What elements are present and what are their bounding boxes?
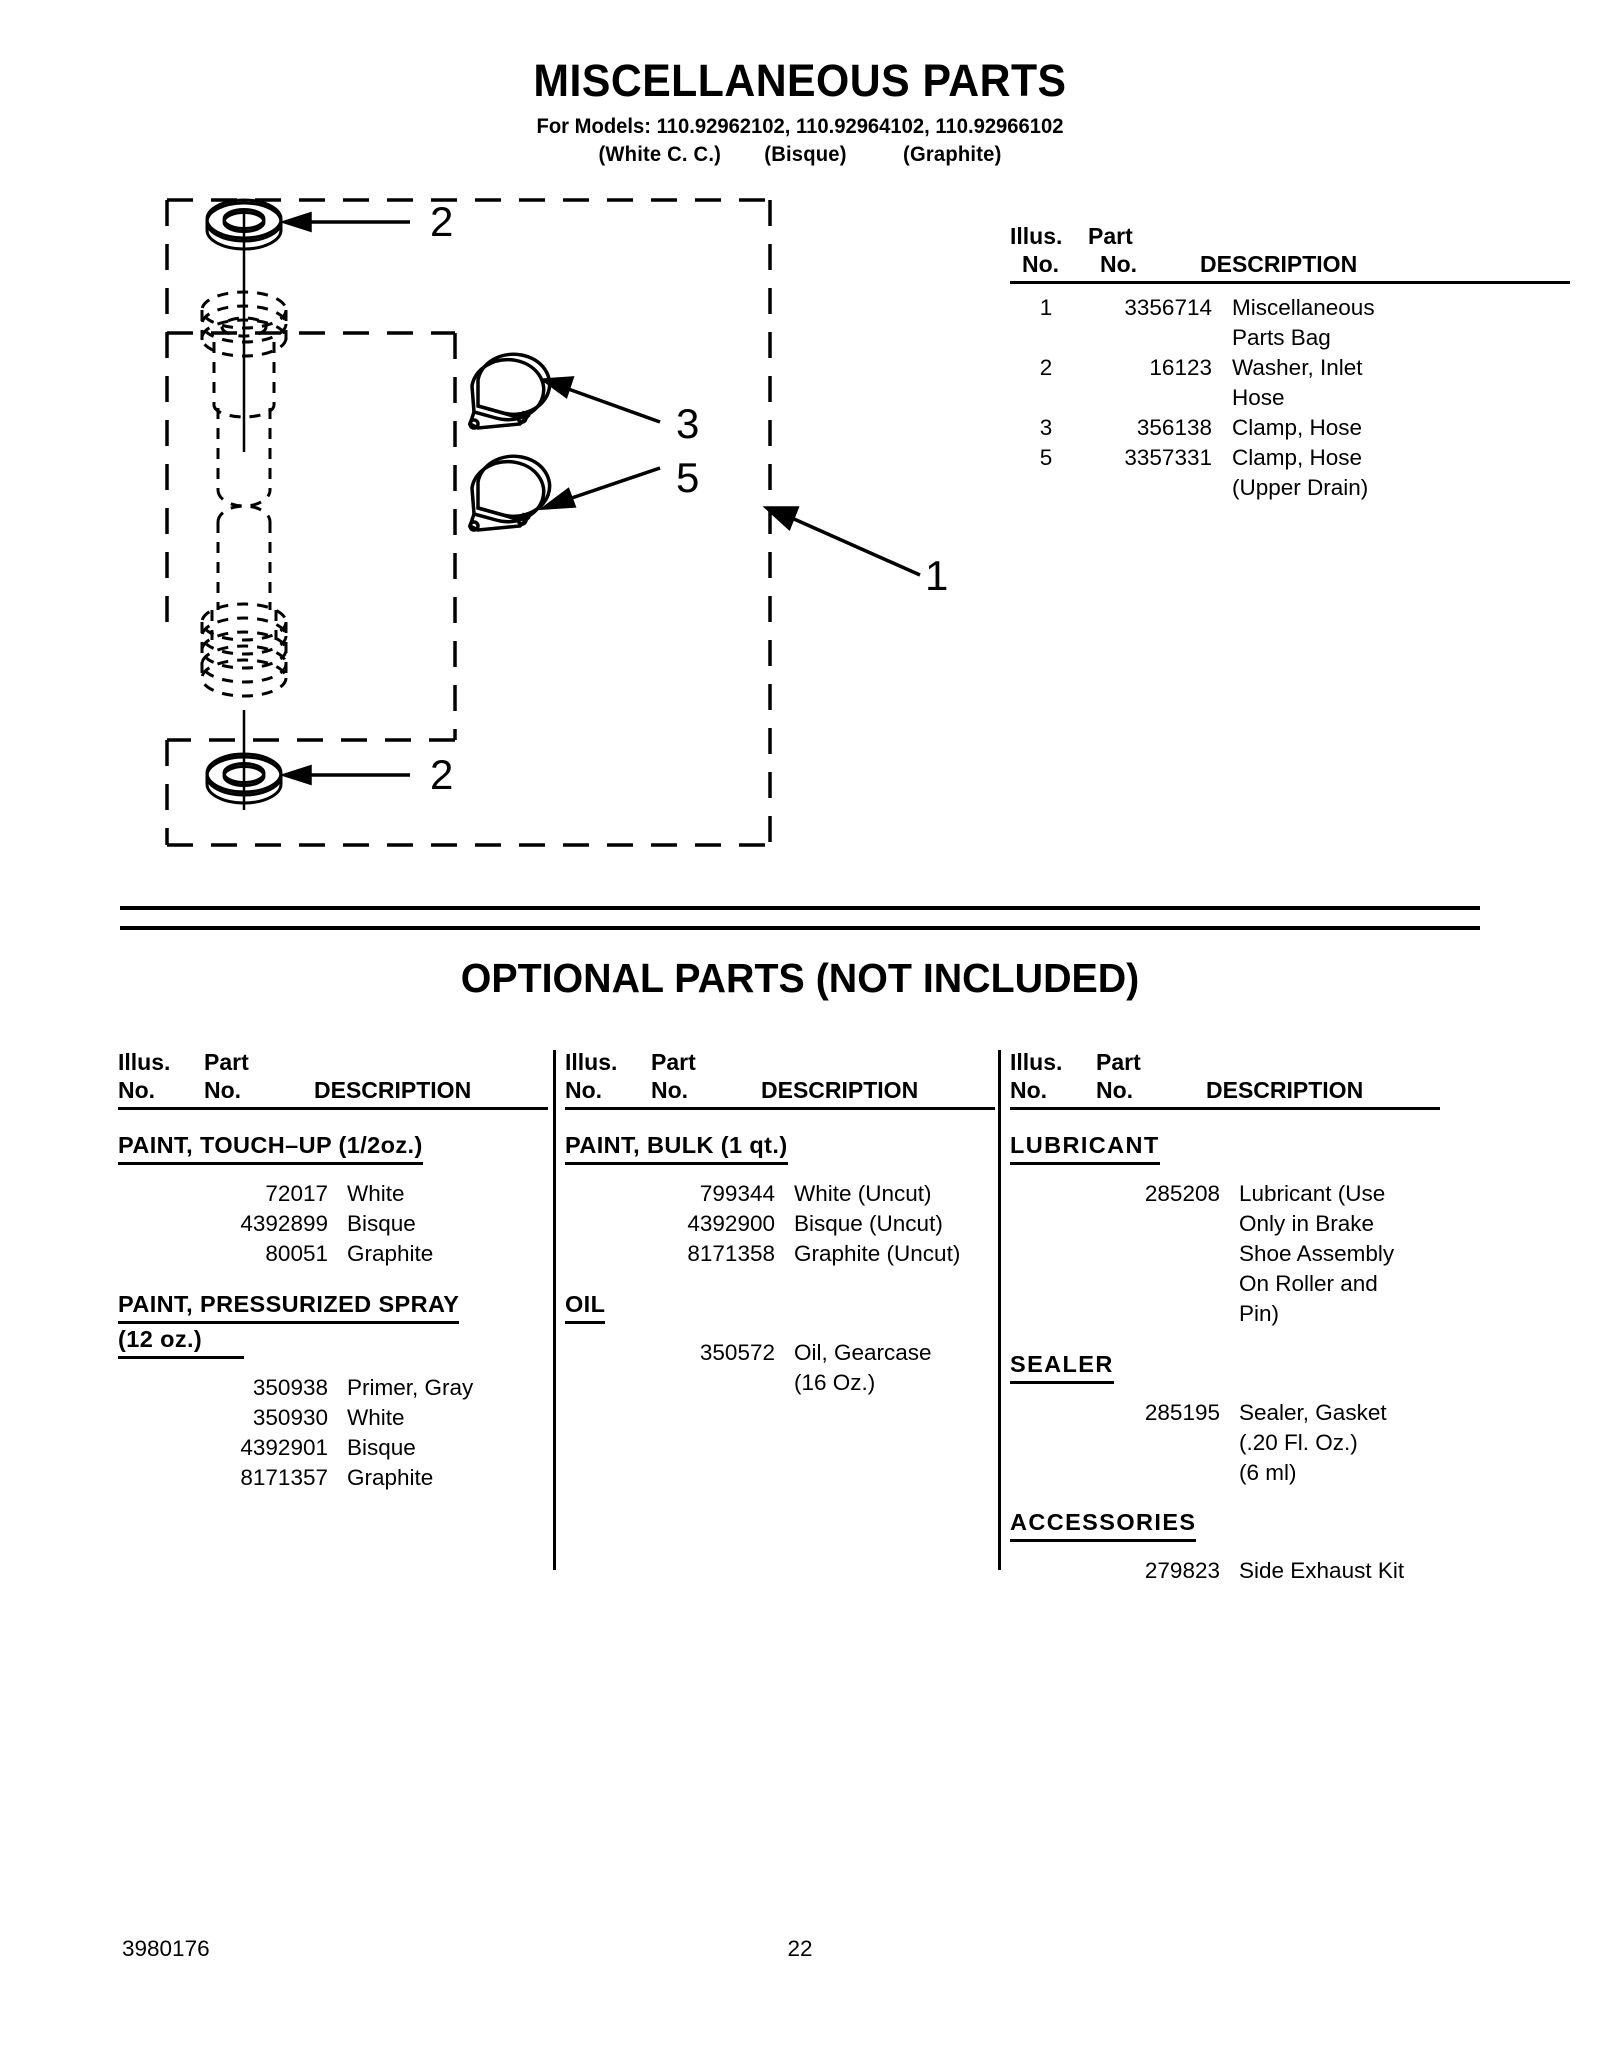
cell-part-number: 279823 — [1144, 1558, 1220, 1584]
cell-part-number: 350572 — [699, 1339, 775, 1365]
list-item — [118, 1209, 548, 1239]
cell-illus — [118, 1209, 194, 1239]
list-item — [1010, 1556, 1440, 1586]
color-white-label: (White C. C.) — [598, 141, 722, 166]
table-row-continuation — [1010, 383, 1570, 413]
cell-description-cont: (6 ml) — [1239, 1459, 1297, 1485]
callout-2-bottom: 2 — [430, 751, 454, 798]
cell-description: Graphite (Uncut) — [794, 1240, 961, 1266]
cell-part-number: 799344 — [699, 1181, 775, 1207]
optional-parts-title: OPTIONAL PARTS (NOT INCLUDED) — [460, 955, 1140, 1001]
cell-part-number: 8171358 — [687, 1240, 775, 1266]
cell-description-cont: On Roller and — [1239, 1270, 1378, 1296]
optional-parts-columns — [0, 1048, 1600, 1668]
cell-description-cont: Parts Bag — [1232, 325, 1331, 351]
header-illus-line2: No. — [1010, 1077, 1048, 1104]
cell-description: White (Uncut) — [794, 1181, 932, 1207]
cell-description: Clamp, Hose — [1232, 414, 1363, 440]
cell-description: White — [347, 1181, 405, 1207]
list-item — [565, 1338, 995, 1368]
table-row-continuation — [1010, 323, 1570, 353]
callout-1-group — [745, 490, 1045, 650]
callout-3: 3 — [676, 400, 700, 447]
cell-description-cont: (Upper Drain) — [1232, 474, 1369, 500]
hose-clamp-5-illustration — [470, 456, 550, 530]
page-header — [0, 55, 1600, 168]
leader-line-3 — [560, 386, 660, 422]
list-item — [565, 1179, 995, 1209]
header-illus-line2: No. — [118, 1077, 156, 1104]
group-oil — [565, 1291, 995, 1398]
optional-column-3 — [1010, 1048, 1440, 1586]
group-title: OIL — [565, 1291, 605, 1324]
group-rows — [565, 1338, 995, 1398]
cell-illus: 5 — [1039, 444, 1053, 470]
table-row — [1010, 443, 1570, 473]
color-bisque-label: (Bisque) — [764, 141, 847, 166]
header-description: DESCRIPTION — [1200, 251, 1358, 278]
list-item-continuation — [1010, 1458, 1440, 1488]
group-rows — [1010, 1398, 1440, 1488]
cell-illus — [118, 1179, 194, 1209]
header-part-line2: No. — [651, 1077, 689, 1104]
header-description: DESCRIPTION — [314, 1077, 472, 1104]
cell-illus: 2 — [1039, 354, 1053, 380]
group-rows — [565, 1179, 995, 1269]
cell-part-number: 4392900 — [687, 1211, 775, 1237]
models-line: For Models: 110.92962102, 110.92964102, 110.92966102 — [536, 114, 1064, 138]
page-title: MISCELLANEOUS PARTS — [533, 55, 1067, 106]
cell-part-number: 285208 — [1144, 1181, 1220, 1207]
color-variants-line — [48, 141, 1552, 169]
callout-5: 5 — [676, 454, 700, 501]
group-title-sub: (12 oz.) — [118, 1326, 244, 1359]
group-sealer — [1010, 1351, 1440, 1488]
cell-description: Primer, Gray — [347, 1374, 474, 1400]
cell-illus — [565, 1209, 641, 1239]
callout-2-top: 2 — [430, 198, 454, 245]
cell-description: Sealer, Gasket — [1239, 1399, 1387, 1425]
group-lubricant — [1010, 1132, 1440, 1329]
header-part-line1: Part — [204, 1049, 249, 1075]
header-part-line1: Part — [1096, 1049, 1141, 1075]
cell-description: Graphite — [347, 1240, 434, 1266]
group-title: SEALER — [1010, 1351, 1114, 1384]
group-paint-touch-up — [118, 1132, 548, 1269]
cell-illus — [565, 1179, 641, 1209]
column-separator-2 — [998, 1050, 1001, 1570]
cell-description-cont: Only in Brake — [1239, 1211, 1375, 1237]
header-illus-line1: Illus. — [1010, 223, 1063, 249]
cell-description: Bisque (Uncut) — [794, 1211, 943, 1237]
table-row — [1010, 413, 1570, 443]
cell-part-number: 8171357 — [240, 1464, 328, 1490]
cell-description: Oil, Gearcase — [794, 1339, 932, 1365]
table-row-continuation — [1010, 473, 1570, 503]
cell-description: Clamp, Hose — [1232, 444, 1363, 470]
list-item — [118, 1433, 548, 1463]
cell-description: Graphite — [347, 1464, 434, 1490]
cell-part-number: 3357331 — [1124, 444, 1212, 470]
list-item — [565, 1239, 995, 1269]
cell-illus: 1 — [1039, 295, 1053, 321]
list-item — [118, 1373, 548, 1403]
cell-illus — [565, 1338, 641, 1368]
list-item-continuation — [1010, 1428, 1440, 1458]
header-illus-line1: Illus. — [118, 1049, 171, 1075]
list-item-continuation — [1010, 1239, 1440, 1269]
cell-illus — [118, 1373, 194, 1403]
header-illus-line1: Illus. — [1010, 1049, 1063, 1075]
column-3-header-rule — [1010, 1107, 1440, 1110]
header-illus-line1: Illus. — [565, 1049, 618, 1075]
group-accessories — [1010, 1509, 1440, 1586]
cell-illus — [118, 1463, 194, 1493]
header-illus-line2: No. — [565, 1077, 603, 1104]
header-description: DESCRIPTION — [761, 1077, 919, 1104]
main-table-header-rule — [1010, 281, 1570, 284]
cell-description: Washer, Inlet — [1232, 354, 1363, 380]
group-title: PAINT, TOUCH–UP (1/2oz.) — [118, 1132, 423, 1165]
group-rows — [118, 1373, 548, 1493]
section-divider-upper — [120, 906, 1480, 910]
cell-part-number: 80051 — [265, 1240, 328, 1266]
list-item-continuation — [1010, 1269, 1440, 1299]
header-part-line1: Part — [1088, 223, 1133, 249]
group-title: LUBRICANT — [1010, 1132, 1160, 1165]
cell-illus — [565, 1239, 641, 1269]
column-2-header — [565, 1048, 995, 1104]
group-rows — [1010, 1179, 1440, 1329]
cell-description-cont: (16 Oz.) — [794, 1369, 876, 1395]
header-illus-line2: No. — [1022, 251, 1060, 278]
list-item-continuation — [1010, 1209, 1440, 1239]
list-item — [1010, 1179, 1440, 1209]
header-part-line2: No. — [1100, 251, 1138, 278]
cell-description: Bisque — [347, 1434, 416, 1460]
list-item — [565, 1209, 995, 1239]
cell-illus — [118, 1239, 194, 1269]
group-title: PAINT, BULK (1 qt.) — [565, 1132, 788, 1165]
cell-description-cont: (.20 Fl. Oz.) — [1239, 1429, 1358, 1455]
cell-illus — [118, 1403, 194, 1433]
leader-line-5 — [560, 468, 660, 502]
hose-clamp-3-illustration — [470, 354, 550, 428]
column-3-header — [1010, 1048, 1440, 1104]
list-item — [118, 1179, 548, 1209]
cell-illus — [1010, 1179, 1086, 1209]
color-graphite-label: (Graphite) — [903, 141, 1002, 166]
list-item — [118, 1463, 548, 1493]
header-description: DESCRIPTION — [1206, 1077, 1364, 1104]
callout-1: 1 — [925, 552, 949, 599]
cell-description: Lubricant (Use — [1239, 1181, 1386, 1207]
group-title: ACCESSORIES — [1010, 1509, 1196, 1542]
list-item — [1010, 1398, 1440, 1428]
leader-line-1 — [785, 515, 920, 575]
cell-illus — [118, 1433, 194, 1463]
footer-page-number: 22 — [787, 1936, 813, 1961]
group-paint-bulk — [565, 1132, 995, 1269]
list-item-continuation — [1010, 1299, 1440, 1329]
group-title: PAINT, PRESSURIZED SPRAY — [118, 1291, 459, 1324]
list-item-continuation — [565, 1368, 995, 1398]
cell-part-number: 350930 — [252, 1404, 328, 1430]
table-row — [1010, 353, 1570, 383]
table-row — [1010, 293, 1570, 323]
cell-description-cont: Pin) — [1239, 1300, 1280, 1326]
cell-illus: 3 — [1039, 414, 1053, 440]
list-item — [118, 1403, 548, 1433]
cell-description-cont: Shoe Assembly — [1239, 1240, 1395, 1266]
cell-part-number: 4392899 — [240, 1211, 328, 1237]
column-separator-1 — [553, 1050, 556, 1570]
main-table-header — [1010, 222, 1570, 278]
optional-column-2 — [565, 1048, 995, 1398]
cell-part-number: 4392901 — [240, 1434, 328, 1460]
cell-illus — [1010, 1398, 1086, 1428]
column-2-header-rule — [565, 1107, 995, 1110]
header-part-line1: Part — [651, 1049, 696, 1075]
cell-illus — [1010, 1556, 1086, 1586]
footer-document-number: 3980176 — [122, 1936, 210, 1961]
miscellaneous-parts-table — [1010, 222, 1570, 503]
cell-part-number: 350938 — [252, 1374, 328, 1400]
group-paint-pressurized-spray — [118, 1291, 548, 1493]
list-item — [118, 1239, 548, 1269]
parts-diagram — [0, 190, 1000, 850]
cell-part-number: 16123 — [1149, 354, 1212, 380]
cell-description: White — [347, 1404, 405, 1430]
main-table-body — [1010, 293, 1570, 502]
column-1-header — [118, 1048, 548, 1104]
group-rows — [118, 1179, 548, 1269]
cell-part-number: 3356714 — [1124, 295, 1212, 321]
section-divider-lower — [120, 926, 1480, 930]
cell-description-cont: Hose — [1232, 384, 1285, 410]
cell-part-number: 356138 — [1136, 414, 1212, 440]
cell-part-number: 72017 — [265, 1181, 328, 1207]
cell-description: Miscellaneous — [1232, 295, 1375, 321]
optional-column-1 — [118, 1048, 548, 1493]
column-1-header-rule — [118, 1107, 548, 1110]
cell-description: Side Exhaust Kit — [1239, 1558, 1405, 1584]
header-part-line2: No. — [204, 1077, 242, 1104]
cell-part-number: 285195 — [1144, 1399, 1220, 1425]
cell-description: Bisque — [347, 1211, 416, 1237]
header-part-line2: No. — [1096, 1077, 1134, 1104]
group-rows — [1010, 1556, 1440, 1586]
